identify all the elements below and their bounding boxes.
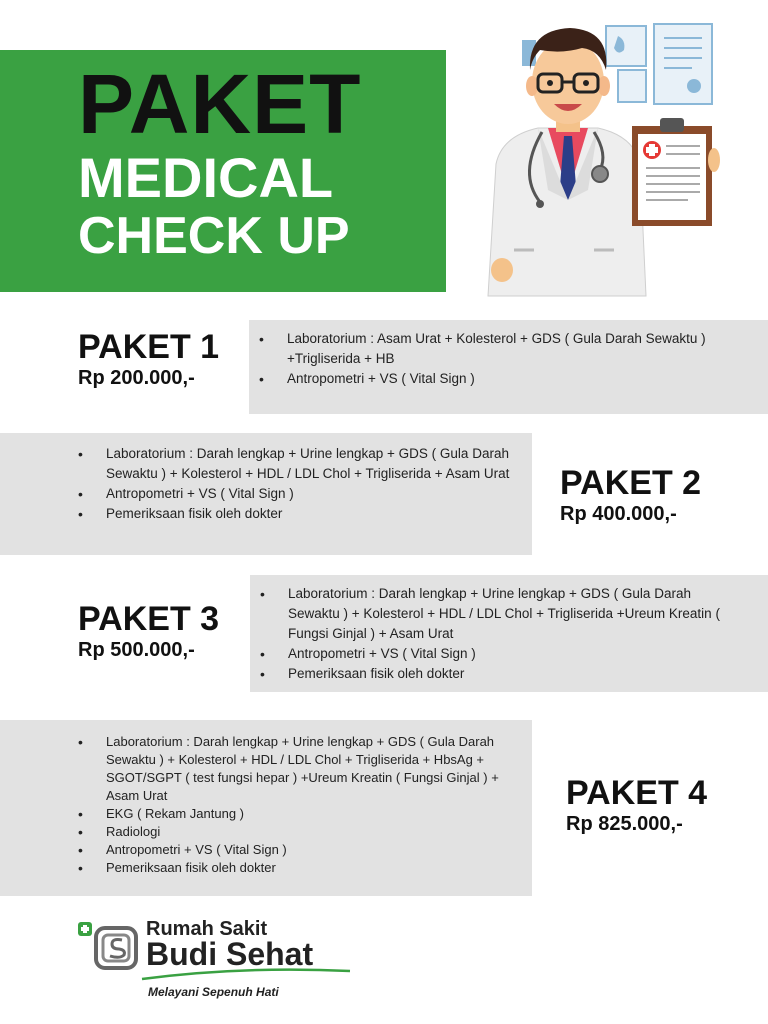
package-2-header bbox=[560, 466, 701, 524]
package-3-header bbox=[78, 602, 219, 660]
logo-tagline: Melayani Sepenuh Hati bbox=[148, 985, 279, 999]
package-2-box bbox=[0, 433, 532, 555]
package-4-price: Rp 825.000,- bbox=[566, 813, 683, 835]
package-4-item: • Antropometri + VS ( Vital Sign ) bbox=[68, 841, 514, 859]
package-3-item: • Laboratorium : Darah lengkap + Urine lengkap + GDS ( Gula Darah Sewaktu ) + Kolesterol + HDL / LDL Chol + Trigliserida +Ureum Kreatin ( Fungsi Ginjal ) + Asam Urat bbox=[250, 584, 738, 644]
package-1-price: Rp 200.000,- bbox=[78, 367, 195, 389]
title-line-1: PAKET bbox=[78, 57, 362, 151]
hospital-logo-icon bbox=[76, 920, 140, 972]
package-3-name: PAKET 3 bbox=[78, 600, 220, 638]
logo-swoosh bbox=[140, 968, 352, 982]
package-3-item: • Pemeriksaan fisik oleh dokter bbox=[250, 664, 738, 684]
package-1-header bbox=[78, 330, 219, 388]
package-1-item: • Laboratorium : Asam Urat + Kolesterol + GDS ( Gula Darah Sewaktu ) +Trigliserida + HB bbox=[249, 329, 728, 369]
package-1-name: PAKET 1 bbox=[78, 328, 220, 366]
logo-line-2: Budi Sehat bbox=[146, 936, 314, 972]
package-1-item: • Antropometri + VS ( Vital Sign ) bbox=[249, 369, 728, 389]
clipboard-icon bbox=[632, 118, 712, 226]
package-4-item: • EKG ( Rekam Jantung ) bbox=[68, 805, 514, 823]
package-2-item: • Antropometri + VS ( Vital Sign ) bbox=[68, 484, 514, 504]
package-4-item: • Radiologi bbox=[68, 823, 514, 841]
package-4-item: • Laboratorium : Darah lengkap + Urine lengkap + GDS ( Gula Darah Sewaktu ) + Kolesterol + HDL / LDL Chol + Trigliserida + HbsAg + SGOT/SGPT ( test fungsi hepar ) +Ureum Kreatin ( Fungsi Ginjal ) + Asam Urat bbox=[68, 733, 514, 805]
package-3-price: Rp 500.000,- bbox=[78, 639, 195, 661]
package-4-item: • Pemeriksaan fisik oleh dokter bbox=[68, 859, 514, 877]
package-4-name: PAKET 4 bbox=[566, 774, 708, 812]
package-3-item: • Antropometri + VS ( Vital Sign ) bbox=[250, 644, 738, 664]
doctor-illustration bbox=[478, 14, 728, 304]
logo-line-1: Rumah Sakit bbox=[146, 918, 268, 940]
package-4-box bbox=[0, 720, 532, 896]
title-line-2: MEDICAL bbox=[78, 146, 334, 209]
title-line-3: CHECK UP bbox=[78, 207, 350, 265]
package-2-item: • Pemeriksaan fisik oleh dokter bbox=[68, 504, 514, 524]
package-3-box bbox=[250, 575, 768, 692]
package-2-name: PAKET 2 bbox=[560, 464, 702, 502]
package-4-header bbox=[566, 776, 707, 834]
package-1-box bbox=[249, 320, 768, 414]
package-2-item: • Laboratorium : Darah lengkap + Urine lengkap + GDS ( Gula Darah Sewaktu ) + Kolesterol + HDL / LDL Chol + Trigliserida + Asam Urat bbox=[68, 444, 514, 484]
package-2-price: Rp 400.000,- bbox=[560, 503, 677, 525]
